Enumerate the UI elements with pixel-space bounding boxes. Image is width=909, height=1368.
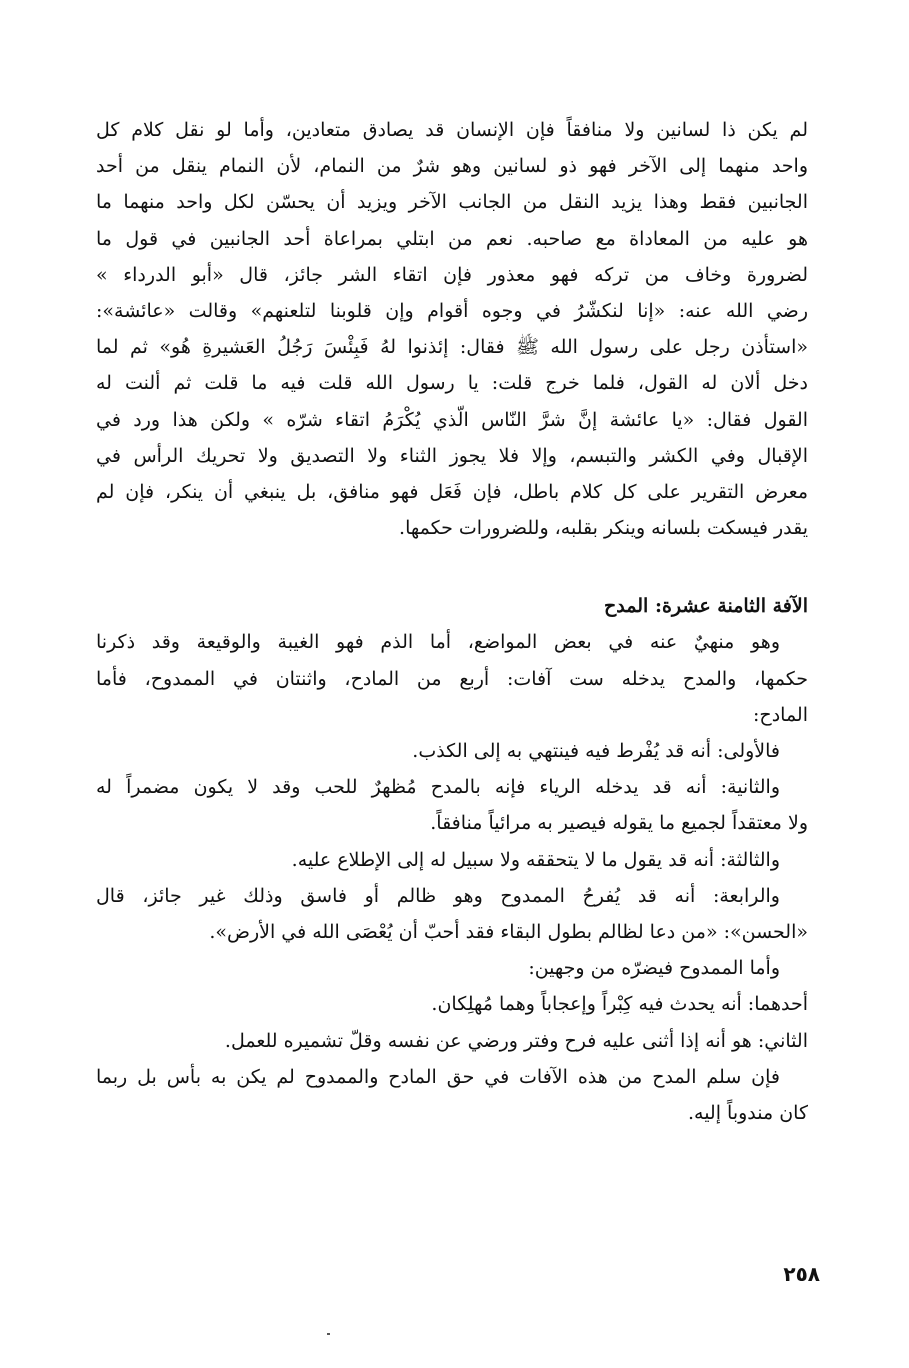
text-line: والثانية: أنه قد يدخله الرياء فإنه بالمدح مُظهرٌ للحب وقد لا يكون مضمراً له	[96, 776, 780, 799]
page-number: ٢٥٨	[783, 1262, 820, 1286]
text-line: القول فقال: «يا عائشة إنَّ شرَّ النّاس الّذي يُكْرَمُ اتقاء شرّه » ولكن هذا ورد في	[96, 408, 808, 431]
text-line: يقدر فيسكت بلسانه وينكر بقلبه، وللضرورات حكمها.	[399, 517, 808, 540]
list-item-third: والثالثة: أنه قد يقول ما لا يتحققه ولا سبيل له إلى الإطلاع عليه.	[291, 848, 780, 871]
text-line: دخل ألان له القول، فلما خرج قلت: يا رسول الله قلت فيه ما قلت ثم ألنت له	[96, 372, 808, 395]
list-item-first: فالأولى: أنه قد يُفْرط فيه فينتهي به إلى الكذب.	[412, 740, 780, 763]
text-line: كان مندوباً إليه.	[687, 1102, 808, 1125]
paragraph-dual-tongued	[96, 112, 808, 546]
text-line: «استأذن رجل على رسول الله ﷺ فقال: إئذنوا لهُ فَبِئْسَ رَجُلُ العَشيرةِ هُو» ثم لما	[96, 336, 808, 359]
text-line: وهو منهيٌ عنه في بعض المواضع، أما الذم فهو الغيبة والوقيعة وقد ذكرنا	[96, 631, 780, 654]
text-line: حكمها، والمدح يدخله ست آفات: أربع من المادح، واثنتان في الممدوح، فأما	[96, 667, 808, 690]
text-line: الإقبال وفي الكشر والتبسم، وإلا فلا يجوز الثناء ولا التصديق ولا تحريك الرأس في	[96, 444, 808, 467]
praised-harm-first: أحدهما: أنه يحدث فيه كِبْراً وإعجاباً وهما مُهلِكان.	[431, 993, 808, 1016]
text-line: لم يكن ذا لسانين ولا منافقاً فإن الإنسان قد يصادق متعادين، وأما لو نقل كلام كل	[96, 119, 808, 141]
text-line: رضي الله عنه: «إنا لنكشّرُ في وجوه أقوام وإن قلوبنا لتلعنهم» وقالت «عائشة»:	[96, 300, 808, 323]
text-line: لضرورة وخاف من تركه فهو معذور فإن اتقاء الشر جائز، قال «أبو الدرداء »	[96, 263, 808, 286]
text-line: ولا معتقداً لجميع ما يقوله فيصير به مرائياً منافقاً.	[430, 812, 808, 835]
praised-harm-second: الثاني: هو أنه إذا أثنى عليه فرح وفتر ورضي عن نفسه وقلّ تشميره للعمل.	[224, 1029, 808, 1052]
text-line: فإن سلم المدح من هذه الآفات في حق المادح والممدوح لم يكن به بأس بل ربما	[96, 1065, 780, 1088]
scan-speck	[327, 1333, 330, 1335]
section-gap	[96, 546, 808, 588]
list-item-second	[96, 769, 808, 841]
closing-paragraph	[96, 1059, 808, 1131]
text-line: المادح:	[753, 703, 808, 726]
page-body	[96, 112, 808, 1131]
text-line: واحد منهما إلى الآخر فهو ذو لسانين وهو شرٌ من النمام، لأن النمام ينقل من أحد	[96, 155, 808, 178]
text-line: الجانبين فقط وهذا يزيد النقل من الجانب الآخر ويزيد أن يحسّن لكل واحد منهما ما	[96, 191, 808, 214]
paragraph-praise-intro	[96, 624, 808, 733]
text-line: معرض التقرير على كل كلام باطل، فإن فَعَل فهو منافق، بل ينبغي أن ينكر، فإن لم	[96, 481, 808, 504]
praised-intro: وأما الممدوح فيضرّه من وجهين:	[528, 957, 780, 980]
list-item-fourth	[96, 878, 808, 950]
section-heading: الآفة الثامنة عشرة: المدح	[604, 595, 808, 618]
text-line: «الحسن»: «من دعا لظالم بطول البقاء فقد أحبّ أن يُعْصَى الله في الأرض».	[209, 921, 808, 944]
text-line: والرابعة: أنه قد يُفرحُ الممدوح وهو ظالم أو فاسق وذلك غير جائز، قال	[96, 884, 780, 907]
text-line: هو عليه من المعاداة مع صاحبه. نعم من ابتلي بمراعاة أحد الجانبين في قول ما	[96, 227, 808, 250]
